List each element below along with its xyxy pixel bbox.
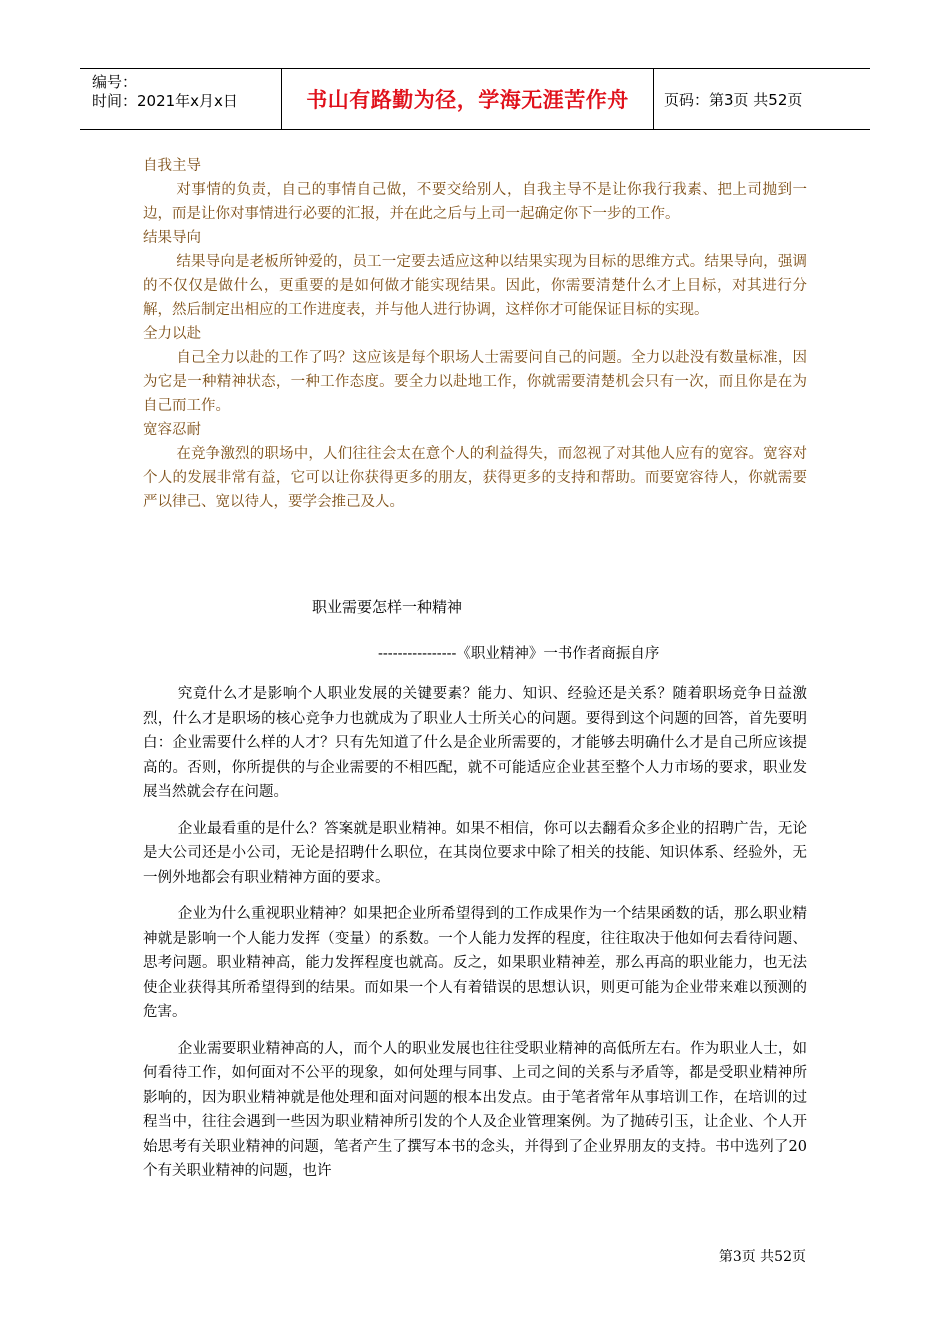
section-text: 对事情的负责，自己的事情自己做，不要交给别人，自我主导不是让你我行我素、把上司抛到一边，而是让你对事情进行必要的汇报，并在此之后与上司一起确定你下一步的工作。	[143, 182, 807, 222]
section	[143, 322, 807, 418]
header-left-cell	[80, 69, 282, 129]
section-heading: 宽容忍耐	[143, 422, 201, 438]
section	[143, 226, 807, 322]
number-label: 编号：	[92, 73, 138, 91]
article-paragraph: 企业最看重的是什么？答案就是职业精神。如果不相信，你可以去翻看众多企业的招聘广告，无论是大公司还是小公司，无论是招聘什么职位，在其岗位要求中除了相关的技能、知识体系、经验外，无一例外地都会有职业精神方面的要求。	[143, 820, 807, 886]
section-text: 在竞争激烈的职场中，人们往往会太在意个人的利益得失，而忽视了对其他人应有的宽容。宽容对个人的发展非常有益，它可以让你获得更多的朋友，获得更多的支持和帮助。而要宽容待人，你就需要严以律己、宽以待人，要学会推己及人。	[143, 446, 807, 510]
article-paragraph: 究竟什么才是影响个人职业发展的关键要素？能力、知识、经验还是关系？随着职场竞争日益激烈，什么才是职场的核心竞争力也就成为了职业人士所关心的问题。要得到这个问题的回答，首先要明白：企业需要什么样的人才？只有先知道了什么是企业所需要的，才能够去明确什么才是自己所应该提高的。否则，你所提供的与企业需要的不相匹配，就不可能适应企业甚至整个人力市场的要求，职业发展当然就会存在问题。	[143, 686, 807, 800]
header-middle-cell	[282, 69, 654, 129]
page-code: 页码：第3页 共52页	[664, 90, 803, 109]
time-label: 时间：2021年x月x日	[92, 92, 238, 110]
motto: 书山有路勤为径，学海无涯苦作舟	[306, 88, 629, 112]
section-text: 自己全力以赴的工作了吗？这应该是每个职场人士需要问自己的问题。全力以赴没有数量标准，因为它是一种精神状态，一种工作态度。要全力以赴地工作，你就需要清楚机会只有一次，而且你是在为自己而工作。	[143, 350, 807, 414]
article-paragraph: 企业需要职业精神高的人，而个人的职业发展也往往受职业精神的高低所左右。作为职业人士，如何看待工作，如何面对不公平的现象，如何处理与同事、上司之间的关系与矛盾等，都是受职业精神所影响的，因为职业精神就是他处理和面对问题的根本出发点。由于笔者常年从事培训工作，在培训的过程当中，往往会遇到一些因为职业精神所引发的个人及企业管理案例。为了抛砖引玉，让企业、个人开始思考有关职业精神的问题，笔者产生了撰写本书的念头，并得到了企业界朋友的支持。书中选列了20个有关职业精神的问题，也许	[143, 1040, 807, 1179]
article-paragraph: 企业为什么重视职业精神？如果把企业所希望得到的工作成果作为一个结果函数的话，那么职业精神就是影响一个人能力发挥（变量）的系数。一个人能力发挥的程度，往往取决于他如何去看待问题、思考问题。职业精神高，能力发挥程度也就高。反之，如果职业精神差，那么再高的职业能力，也无法使企业获得其所希望得到的结果。而如果一个人有着错误的思想认识，则更可能为企业带来难以预测的危害。	[143, 906, 807, 1020]
section-heading: 结果导向	[143, 230, 201, 246]
sections-block	[143, 154, 807, 514]
page-footer: 第3页 共52页	[718, 1249, 806, 1265]
header-table	[80, 68, 870, 130]
header-right-cell	[654, 69, 870, 129]
section	[143, 418, 807, 514]
section-text: 结果导向是老板所钟爱的，员工一定要去适应这种以结果实现为目标的思维方式。结果导向，强调的不仅仅是做什么，更重要的是如何做才能实现结果。因此，你需要清楚什么才上目标，对其进行分解，然后制定出相应的工作进度表，并与他人进行协调，这样你才可能保证目标的实现。	[143, 254, 807, 318]
section-heading: 自我主导	[143, 158, 201, 174]
section-heading: 全力以赴	[143, 326, 201, 342]
article-title: 职业需要怎样一种精神	[312, 598, 463, 616]
section	[143, 154, 807, 226]
article-author-line: ----------------《职业精神》一书作者商振自序	[378, 646, 660, 662]
article-body	[143, 682, 807, 1196]
